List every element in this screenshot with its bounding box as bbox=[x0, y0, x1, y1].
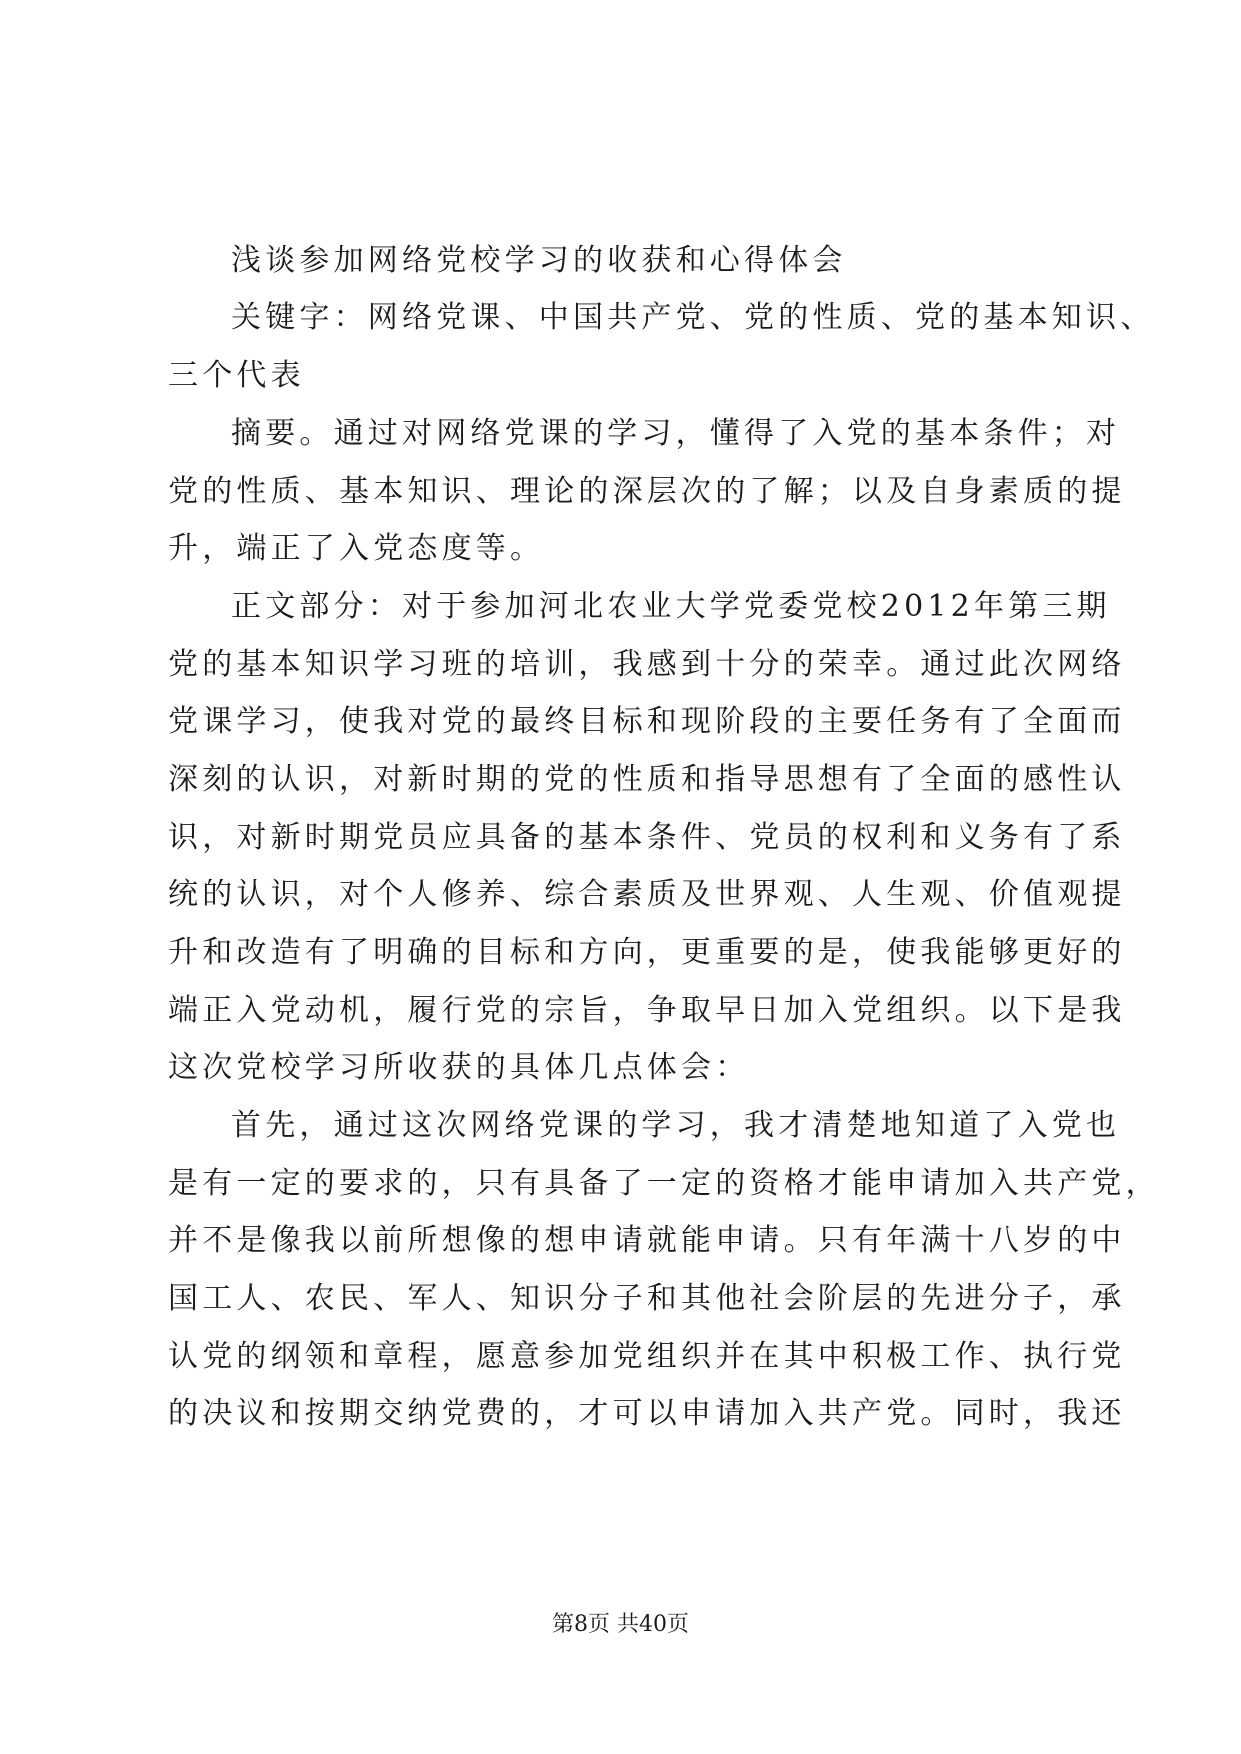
page-footer: 第8页 共40页 bbox=[552, 1612, 689, 1637]
body-line: 识，对新时期党员应具备的基本条件、党员的权利和义务有了系 bbox=[168, 820, 1126, 855]
body-line: 这次党校学习所收获的具体几点体会： bbox=[168, 1050, 750, 1085]
abstract-line: 党的性质、基本知识、理论的深层次的了解；以及自身素质的提 bbox=[168, 474, 1126, 509]
body-line: 端正入党动机，履行党的宗旨，争取早日加入党组织。以下是我 bbox=[168, 993, 1126, 1028]
body-line: 深刻的认识，对新时期的党的性质和指导思想有了全面的感性认 bbox=[168, 762, 1126, 797]
body-line: 升和改造有了明确的目标和方向，更重要的是，使我能够更好的 bbox=[168, 935, 1126, 970]
document-title: 浅谈参加网络党校学习的收获和心得体会 bbox=[231, 243, 847, 278]
body-line: 统的认识，对个人修养、综合素质及世界观、人生观、价值观提 bbox=[168, 877, 1126, 912]
abstract-line: 摘要。通过对网络党课的学习，懂得了入党的基本条件；对 bbox=[231, 416, 1121, 451]
paragraph-line: 的决议和按期交纳党费的，才可以申请加入共产党。同时，我还 bbox=[168, 1396, 1126, 1431]
paragraph-line: 国工人、农民、军人、知识分子和其他社会阶层的先进分子，承 bbox=[168, 1281, 1126, 1316]
body-line: 党课学习，使我对党的最终目标和现阶段的主要任务有了全面而 bbox=[168, 704, 1126, 739]
paragraph-line: 认党的纲领和章程，愿意参加党组织并在其中积极工作、执行党 bbox=[168, 1339, 1126, 1374]
keywords-line: 三个代表 bbox=[168, 358, 305, 393]
paragraph-line: 是有一定的要求的，只有具备了一定的资格才能申请加入共产党， bbox=[168, 1166, 1160, 1201]
body-line: 党的基本知识学习班的培训，我感到十分的荣幸。通过此次网络 bbox=[168, 647, 1126, 682]
paragraph-line: 首先，通过这次网络党课的学习，我才清楚地知道了入党也 bbox=[231, 1108, 1121, 1143]
keywords-line: 关键字：网络党课、中国共产党、党的性质、党的基本知识、 bbox=[231, 300, 1155, 335]
body-line: 正文部分：对于参加河北农业大学党委党校2012年第三期 bbox=[231, 589, 1111, 624]
abstract-line: 升，端正了入党态度等。 bbox=[168, 531, 545, 566]
paragraph-line: 并不是像我以前所想像的想申请就能申请。只有年满十八岁的中 bbox=[168, 1223, 1126, 1258]
